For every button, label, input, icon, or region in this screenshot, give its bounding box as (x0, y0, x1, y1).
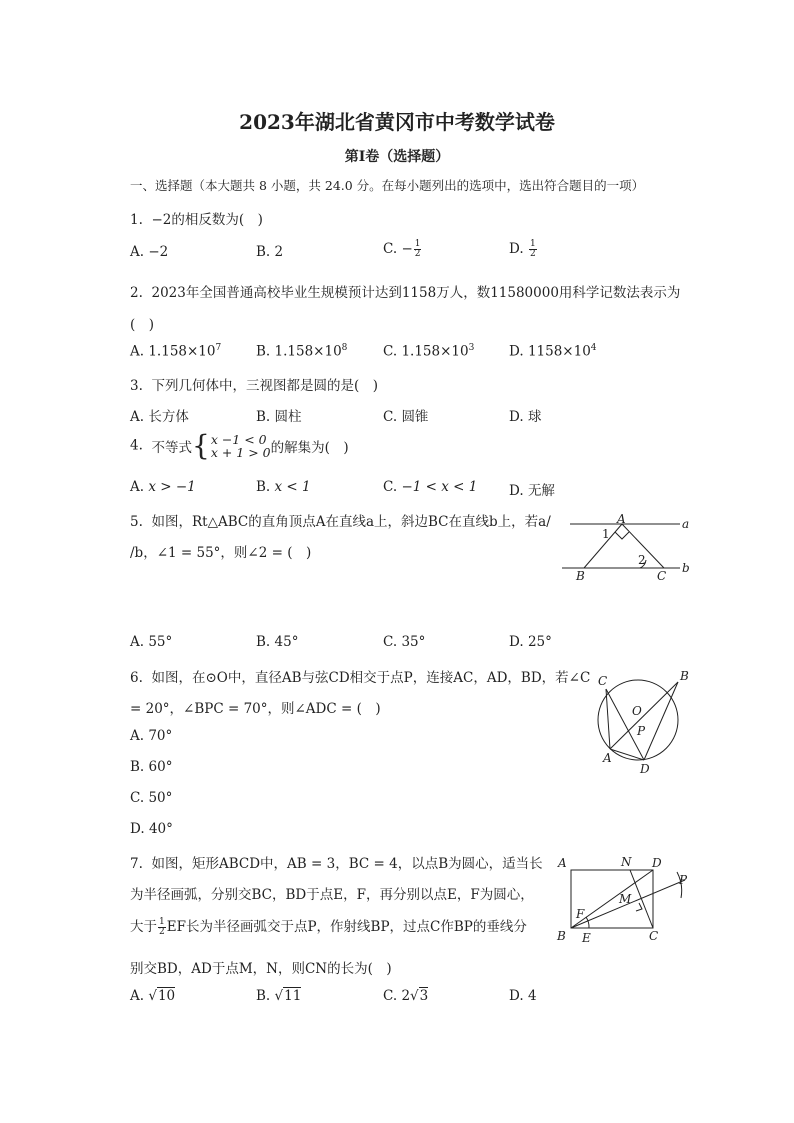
right-angle-mark (636, 903, 642, 911)
q1-option-d[interactable]: D. $\frac{1}{2}$ (509, 239, 536, 259)
q6-option-d[interactable]: D. 40° (130, 821, 173, 837)
label-a-point: A (617, 512, 626, 526)
q5-option-c[interactable]: C. 35° (383, 634, 426, 650)
question-7-line4: 别交BD，AD于点M，N，则CN的长为( ) (130, 961, 392, 977)
q4-option-b[interactable]: B. x < 1 (256, 479, 311, 495)
q1-option-b[interactable]: B. 2 (256, 244, 284, 260)
q7-option-c[interactable]: C. 2√3 (383, 988, 429, 1004)
question-7: 7. 如图，矩形ABCD中，AB = 3，BC = 4，以点B为圆心，适当长 (130, 856, 543, 872)
label-f: F (576, 907, 585, 921)
q6-figure (590, 664, 700, 778)
q1-option-c[interactable]: C. − $\frac{1}{2}$ (383, 239, 421, 259)
label-angle-2: 2 (638, 553, 646, 567)
q6-option-c[interactable]: C. 50° (130, 790, 173, 806)
q3-option-b[interactable]: B. 圆柱 (256, 409, 302, 425)
q6-option-a[interactable]: A. 70° (130, 728, 173, 744)
q2-option-b[interactable]: B. $1.158\times 10^8$ (256, 343, 348, 360)
label-p: P (637, 724, 646, 738)
label-b: B (680, 669, 689, 683)
label-c: C (649, 929, 659, 943)
question-5: 5. 如图，Rt△ABC的直角顶点A在直线a上，斜边BC在直线b上，若a/ (130, 514, 551, 530)
label-e: E (582, 931, 591, 944)
segment-bd (644, 682, 678, 760)
q3-option-c[interactable]: C. 圆锥 (383, 409, 429, 425)
q7-option-a[interactable]: A. √10 (130, 988, 176, 1004)
label-n: N (621, 855, 632, 869)
label-d: D (652, 856, 662, 870)
label-c: C (598, 674, 608, 688)
q1-option-a[interactable]: A. −2 (130, 244, 169, 260)
question-2: 2. 2023年全国普通高校毕业生规模预计达到1158万人，数11580000用科学记数法表示为 (130, 285, 681, 301)
q5-figure (560, 510, 700, 588)
q7-figure (555, 852, 695, 944)
question-5-cont: /b，∠1 = 55°，则∠2 = ( ) (130, 545, 312, 561)
q5-option-a[interactable]: A. 55° (130, 634, 173, 650)
label-p: P (679, 873, 688, 887)
label-m: M (619, 892, 632, 906)
page-subtitle: 第I卷（选择题） (344, 149, 450, 165)
question-6-cont: = 20°，∠BPC = 70°，则∠ADC = ( ) (130, 701, 381, 717)
q4-option-d[interactable]: D. 无解 (509, 483, 555, 499)
label-a: A (603, 751, 612, 765)
q6-option-b[interactable]: B. 60° (130, 759, 173, 775)
label-c-point: C (657, 569, 667, 583)
q7-option-d[interactable]: D. 4 (509, 988, 537, 1004)
label-a: A (558, 856, 567, 870)
label-o: O (632, 704, 642, 718)
label-angle-1: 1 (602, 527, 610, 541)
q3-option-a[interactable]: A. 长方体 (130, 409, 189, 425)
q7-option-b[interactable]: B. √11 (256, 988, 302, 1004)
question-7-line3: 大于 $\frac{1}{2}$ EF长为半径画弧交于点P，作射线BP，过点C作BP的垂线分 (130, 917, 527, 937)
arc-ef (586, 917, 589, 928)
q4-option-a[interactable]: A. x > −1 (130, 479, 196, 495)
page-title: 2023年湖北省黄冈市中考数学试卷 (239, 110, 555, 134)
q5-option-d[interactable]: D. 25° (509, 634, 552, 650)
q2-option-c[interactable]: C. $1.158\times 10^3$ (383, 343, 475, 360)
question-1 (130, 208, 263, 228)
q2-option-a[interactable]: A. $1.158\times 10^7$ (130, 343, 222, 360)
question-4: 4. 不等式{ x −1 < 0 x + 1 > 0 的解集为( ) (130, 429, 349, 462)
question-text: −2的相反数为( ) (151, 212, 263, 228)
question-3: 3. 下列几何体中，三视图都是圆的是( ) (130, 378, 379, 394)
label-line-b: b (682, 561, 690, 575)
question-2-cont: ( ) (130, 317, 155, 333)
q2-option-d[interactable]: D. $1158\times 10^4$ (509, 343, 597, 360)
q3-option-d[interactable]: D. 球 (509, 409, 542, 425)
label-d: D (640, 762, 650, 776)
label-b: B (557, 929, 566, 943)
q5-option-b[interactable]: B. 45° (256, 634, 299, 650)
label-line-a: a (682, 517, 690, 531)
question-number: 1. (130, 212, 143, 228)
question-6: 6. 如图，在⊙O中，直径AB与弦CD相交于点P，连接AC，AD，BD，若∠C (130, 670, 591, 686)
q4-option-c[interactable]: C. −1 < x < 1 (383, 479, 478, 495)
question-7-line2: 为半径画弧，分别交BC，BD于点E，F，再分别以点E，F为圆心， (130, 887, 534, 903)
right-angle-mark (615, 532, 629, 539)
label-b-point: B (576, 569, 585, 583)
segment-ac (606, 689, 610, 749)
section-heading: 一、选择题（本大题共 8 小题，共 24.0 分。在每小题列出的选项中，选出符合题目的一项） (130, 178, 645, 193)
